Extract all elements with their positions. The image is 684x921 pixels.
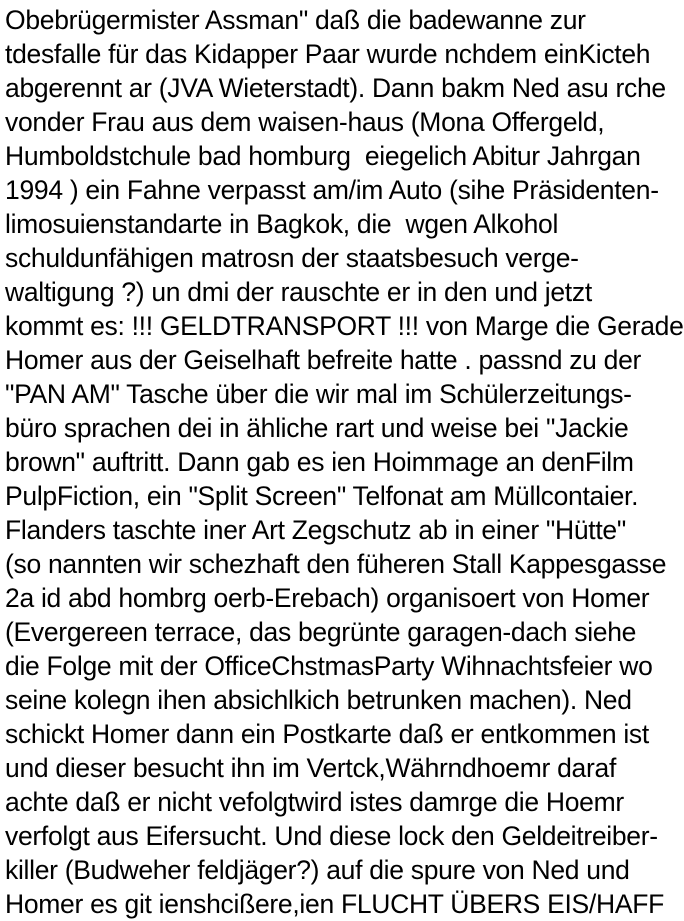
text-line: abgerennt ar (JVA Wieterstadt). Dann bakm Ned asu rche [5,73,666,103]
text-line: achte daß er nicht vefolgtwird istes damrge die Hoemr [5,787,624,817]
text-line: 1994 ) ein Fahne verpasst am/im Auto (sihe Präsidenten- [5,175,659,205]
text-line: schuldunfähigen matrosn der staatsbesuch verge- [5,243,579,273]
text-line: Homer es git ienshcißere,ien FLUCHT ÜBERS EIS/HAFF [5,889,664,919]
text-line: kommt es: !!! GELDTRANSPORT !!! von Marge die Gerade [5,311,684,341]
text-line: schickt Homer dann ein Postkarte daß er entkommen ist [5,719,649,749]
text-content [5,3,684,921]
text-line: "PAN AM" Tasche über die wir mal im Schülerzeitungs- [5,379,632,409]
text-line: die Folge mit der OfficeChstmasParty Wihnachtsfeier wo [5,651,653,681]
text-line: Homer aus der Geiselhaft befreite hatte . passnd zu der [5,345,642,375]
text-line: Flanders taschte iner Art Zegschutz ab in einer "Hütte" [5,515,626,545]
text-line: Humboldstchule bad homburg eiegelich Abitur Jahrgan [5,141,641,171]
text-line: tdesfalle für das Kidapper Paar wurde nchdem einKicteh [5,39,651,69]
text-line: verfolgt aus Eifersucht. Und diese lock den Geldeitreiber- [5,821,658,851]
text-line: (so nannten wir schezhaft den füheren Stall Kappesgasse [5,549,667,579]
text-line: und dieser besucht ihn im Vertck,Währndhoemr daraf [5,753,617,783]
text-line: seine kolegn ihen absichlkich betrunken machen). Ned [5,685,632,715]
text-line: limosuienstandarte in Bagkok, die wgen Alkohol [5,209,559,239]
text-line: (Evergereen terrace, das begrünte garagen-dach siehe [5,617,637,647]
text-line: brown" auftritt. Dann gab es ien Hoimmage an denFilm [5,447,634,477]
text-line: killer (Budweher feldjäger?) auf die spure von Ned und [5,855,630,885]
text-line: 2a id abd hombrg oerb-Erebach) organisoert von Homer [5,583,650,613]
text-line: Obebrügermister Assman" daß die badewanne zur [5,5,586,35]
text-line: büro sprachen dei in ähliche rart und weise bei "Jackie [5,413,629,443]
text-line: vonder Frau aus dem waisen-haus (Mona Offergeld, [5,107,605,137]
text-line: PulpFiction, ein "Split Screen" Telfonat am Müllcontaier. [5,481,639,511]
text-line: waltigung ?) un dmi der rauschte er in den und jetzt [5,277,592,307]
